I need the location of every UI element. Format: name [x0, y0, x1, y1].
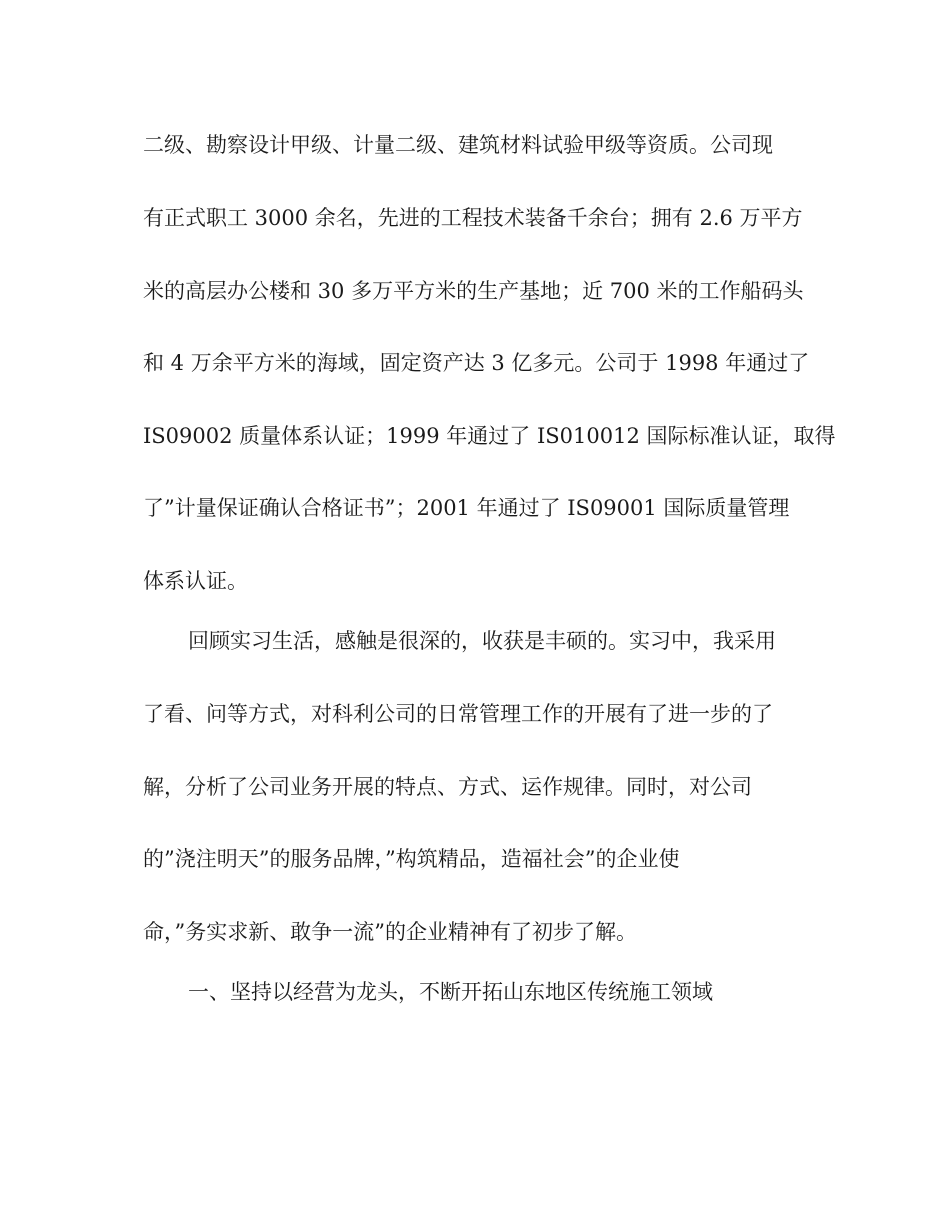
text-line: 和 4 万余平方米的海域，固定资产达 3 亿多元。公司于 1998 年通过了 [143, 351, 810, 375]
text-line: 的”浇注明天”的服务品牌，”构筑精品，造福社会”的企业使 [143, 847, 680, 871]
text-line: 二级、勘察设计甲级、计量二级、建筑材料试验甲级等资质。公司现 [143, 133, 773, 157]
text-line: IS09002 质量体系认证；1999 年通过了 IS010012 国际标准认证，取得 [143, 424, 836, 448]
text-line: 命，”务实求新、敢争一流”的企业精神有了初步了解。 [143, 920, 637, 944]
text-line: 了”计量保证确认合格证书”；2001 年通过了 IS09001 国际质量管理 [143, 496, 790, 520]
text-line: 体系认证。 [143, 569, 248, 593]
text-line: 了看、问等方式，对科利公司的日常管理工作的开展有了进一步的了 [143, 702, 773, 726]
text-line: 有正式职工 3000 余名，先进的工程技术装备千余台；拥有 2.6 万平方 [143, 206, 803, 230]
paragraph-first-line: 回顾实习生活，感触是很深的，收获是丰硕的。实习中，我采用 [188, 629, 776, 653]
section-heading: 一、坚持以经营为龙头，不断开拓山东地区传统施工领域 [188, 980, 713, 1004]
text-line: 解，分析了公司业务开展的特点、方式、运作规律。同时，对公司 [143, 775, 752, 799]
text-line: 米的高层办公楼和 30 多万平方米的生产基地；近 700 米的工作船码头 [143, 279, 804, 303]
